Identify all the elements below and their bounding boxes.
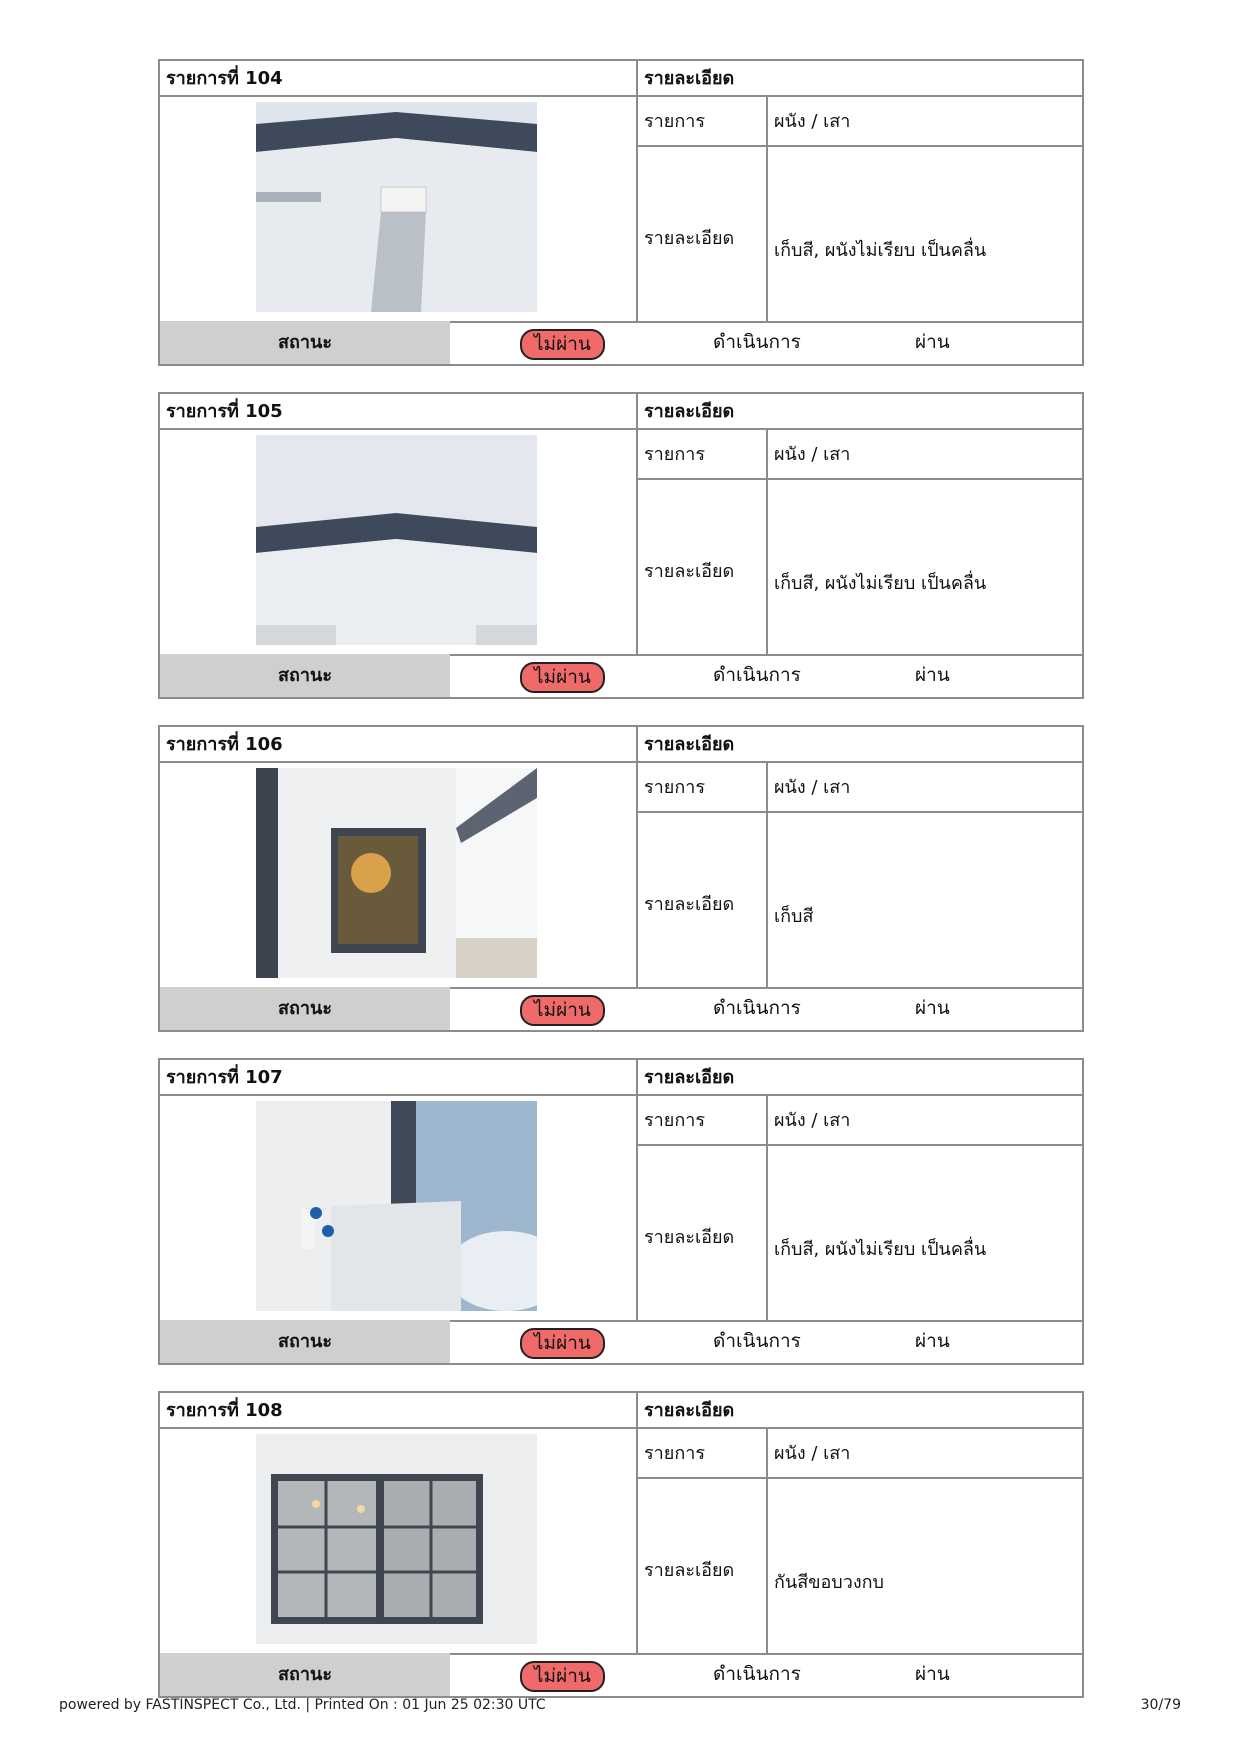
status-bar [160,654,1082,697]
status-pass[interactable]: ผ่าน [915,1330,950,1352]
status-fail-badge[interactable]: ไม่ผ่าน [520,662,605,693]
item-value: ผนัง / เสา [774,111,851,132]
inspection-photo[interactable] [256,768,537,978]
status-label: สถานะ [160,654,450,697]
detail-value: กันสีขอบวงกบ [774,1572,884,1593]
detail-label: รายละเอียด [644,1560,735,1581]
status-fail-badge[interactable]: ไม่ผ่าน [520,1328,605,1359]
inspection-card-104 [158,59,1084,366]
detail-value: เก็บสี, ผนังไม่เรียบ เป็นคลื่น [774,1239,987,1260]
footer-printed-on: powered by FASTINSPECT Co., Ltd. | Printed On : 01 Jun 25 02:30 UTC [59,1697,546,1713]
item-label: รายการ [644,1443,705,1464]
inspection-card-105 [158,392,1084,699]
status-pass[interactable]: ผ่าน [915,1663,950,1685]
detail-header: รายละเอียด [644,401,735,422]
inspection-photo[interactable] [256,1101,537,1311]
status-label: สถานะ [160,1653,450,1696]
item-value: ผนัง / เสา [774,1110,851,1131]
status-pass[interactable]: ผ่าน [915,997,950,1019]
item-label: รายการ [644,777,705,798]
status-in-progress[interactable]: ดำเนินการ [713,1330,801,1352]
status-pass[interactable]: ผ่าน [915,664,950,686]
detail-header: รายละเอียด [644,68,735,89]
inspection-photo[interactable] [256,1434,537,1644]
item-label: รายการ [644,111,705,132]
item-value: ผนัง / เสา [774,777,851,798]
inspection-card-108 [158,1391,1084,1698]
inspection-photo[interactable] [256,102,537,312]
item-value: ผนัง / เสา [774,444,851,465]
item-value: ผนัง / เสา [774,1443,851,1464]
item-title: รายการที่ 108 [166,1400,283,1421]
detail-header: รายละเอียด [644,1400,735,1421]
detail-header: รายละเอียด [644,1067,735,1088]
status-bar [160,987,1082,1030]
status-bar [160,1320,1082,1363]
status-fail-badge[interactable]: ไม่ผ่าน [520,995,605,1026]
detail-value: เก็บสี [774,906,814,927]
inspection-card-107 [158,1058,1084,1365]
item-label: รายการ [644,1110,705,1131]
detail-header: รายละเอียด [644,734,735,755]
status-in-progress[interactable]: ดำเนินการ [713,331,801,353]
item-label: รายการ [644,444,705,465]
page-number: 30/79 [1140,1697,1181,1713]
status-bar [160,321,1082,364]
detail-value: เก็บสี, ผนังไม่เรียบ เป็นคลื่น [774,240,987,261]
status-label: สถานะ [160,1320,450,1363]
item-title: รายการที่ 104 [166,68,283,89]
detail-label: รายละเอียด [644,228,735,249]
item-title: รายการที่ 105 [166,401,283,422]
item-title: รายการที่ 107 [166,1067,283,1088]
status-pass[interactable]: ผ่าน [915,331,950,353]
status-fail-badge[interactable]: ไม่ผ่าน [520,329,605,360]
detail-label: รายละเอียด [644,894,735,915]
status-fail-badge[interactable]: ไม่ผ่าน [520,1661,605,1692]
detail-value: เก็บสี, ผนังไม่เรียบ เป็นคลื่น [774,573,987,594]
status-in-progress[interactable]: ดำเนินการ [713,1663,801,1685]
detail-label: รายละเอียด [644,561,735,582]
status-bar [160,1653,1082,1696]
detail-label: รายละเอียด [644,1227,735,1248]
inspection-card-106 [158,725,1084,1032]
inspection-photo[interactable] [256,435,537,645]
status-in-progress[interactable]: ดำเนินการ [713,997,801,1019]
status-label: สถานะ [160,987,450,1030]
item-title: รายการที่ 106 [166,734,283,755]
status-label: สถานะ [160,321,450,364]
status-in-progress[interactable]: ดำเนินการ [713,664,801,686]
